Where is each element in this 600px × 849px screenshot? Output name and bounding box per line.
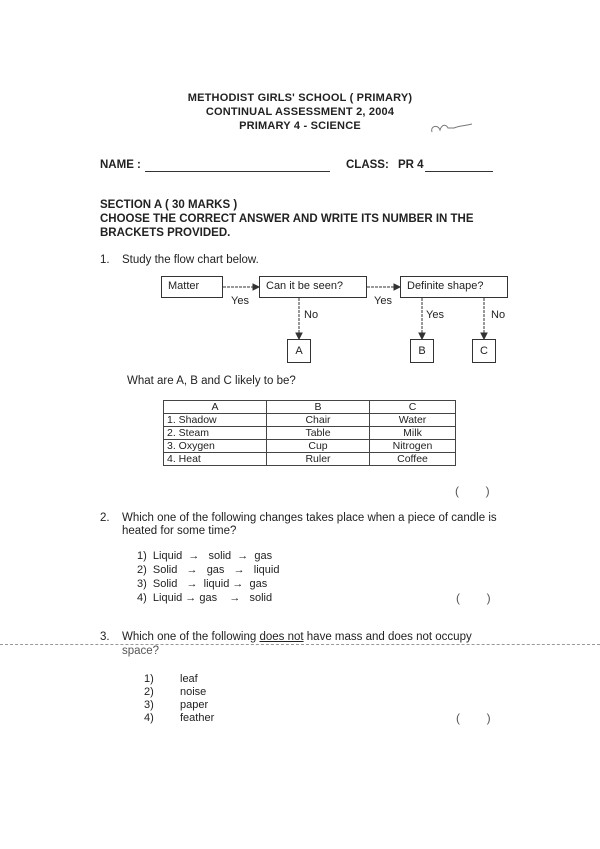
q3-number: 3.	[100, 631, 110, 643]
q1-number: 1.	[100, 254, 110, 266]
flow-label-yes-3: Yes	[426, 309, 444, 321]
subject-title: PRIMARY 4 - SCIENCE	[239, 120, 361, 132]
table-cell: Table	[267, 427, 370, 440]
q3-option-number-1: 1)	[144, 673, 154, 685]
table-cell: 2. Steam	[164, 427, 267, 440]
column-header-b: B	[267, 401, 370, 414]
table-cell: 3. Oxygen	[164, 440, 267, 453]
q2-line1: Which one of the following changes takes place when a piece of candle is	[122, 512, 497, 524]
flow-node-matter: Matter	[161, 276, 223, 298]
table-row	[164, 440, 456, 453]
table-cell: 4. Heat	[164, 453, 267, 466]
flow-node-c: C	[472, 339, 496, 363]
q1-answer-bracket[interactable]: ( )	[455, 484, 490, 498]
section-instruction-cont: BRACKETS PROVIDED.	[100, 227, 231, 239]
table-cell: Nitrogen	[370, 440, 456, 453]
q3-line1-start: Which one of the following	[122, 631, 260, 643]
column-header-a: A	[164, 401, 267, 414]
table-header-row	[164, 401, 456, 414]
q2-option-4[interactable]: 4) Liquid → gas → solid	[137, 592, 273, 604]
q3-option-number-2: 2)	[144, 686, 154, 698]
answer-table	[163, 400, 456, 466]
flow-label-yes-1: Yes	[231, 295, 249, 307]
flow-node-b: B	[410, 339, 434, 363]
q1-prompt: Study the flow chart below.	[122, 254, 259, 266]
q3-line1	[122, 631, 472, 643]
flow-node-shape: Definite shape?	[400, 276, 508, 298]
table-cell: Ruler	[267, 453, 370, 466]
class-label: CLASS:	[346, 159, 389, 171]
section-title: SECTION A ( 30 MARKS )	[100, 199, 238, 211]
q3-option-3[interactable]: paper	[180, 699, 209, 711]
q3-option-4[interactable]: feather	[180, 712, 215, 724]
table-cell: 1. Shadow	[164, 414, 267, 427]
table-cell: Coffee	[370, 453, 456, 466]
q3-option-number-4: 4)	[144, 712, 154, 724]
q1-question: What are A, B and C likely to be?	[127, 375, 296, 387]
q2-number: 2.	[100, 512, 110, 524]
assessment-title: CONTINUAL ASSESSMENT 2, 2004	[205, 106, 395, 118]
flow-label-no-1: No	[304, 309, 319, 321]
q3-line1-end: have mass and does not occupy	[303, 631, 472, 643]
name-label: NAME :	[100, 159, 141, 171]
column-header-c: C	[370, 401, 456, 414]
q3-emphasis: does not	[259, 631, 304, 643]
table-row	[164, 453, 456, 466]
flow-label-no-2: No	[491, 309, 506, 321]
section-instruction: CHOOSE THE CORRECT ANSWER AND WRITE ITS NUMBER IN THE	[100, 213, 474, 225]
fold-line	[0, 644, 600, 645]
q3-option-number-3: 3)	[144, 699, 154, 711]
class-value: PR 4	[398, 159, 424, 171]
flow-node-seen: Can it be seen?	[259, 276, 367, 298]
flow-node-a: A	[287, 339, 311, 363]
table-row	[164, 414, 456, 427]
table-cell: Milk	[370, 427, 456, 440]
q2-answer-bracket[interactable]: ( )	[456, 591, 491, 605]
q3-answer-bracket[interactable]: ( )	[456, 711, 491, 725]
table-cell: Water	[370, 414, 456, 427]
table-cell: Chair	[267, 414, 370, 427]
q3-option-1[interactable]: leaf	[180, 673, 198, 685]
school-name: METHODIST GIRLS' SCHOOL ( PRIMARY)	[187, 92, 413, 104]
table-row	[164, 427, 456, 440]
flow-label-yes-2: Yes	[374, 295, 392, 307]
q2-option-1[interactable]: 1) Liquid → solid → gas	[137, 550, 273, 562]
q2-option-2[interactable]: 2) Solid → gas → liquid	[137, 564, 280, 576]
q3-line2: space?	[122, 645, 160, 657]
q3-option-2[interactable]: noise	[180, 686, 207, 698]
table-cell: Cup	[267, 440, 370, 453]
q2-line2: heated for some time?	[122, 525, 237, 537]
q2-option-3[interactable]: 3) Solid → liquid → gas	[137, 578, 268, 590]
